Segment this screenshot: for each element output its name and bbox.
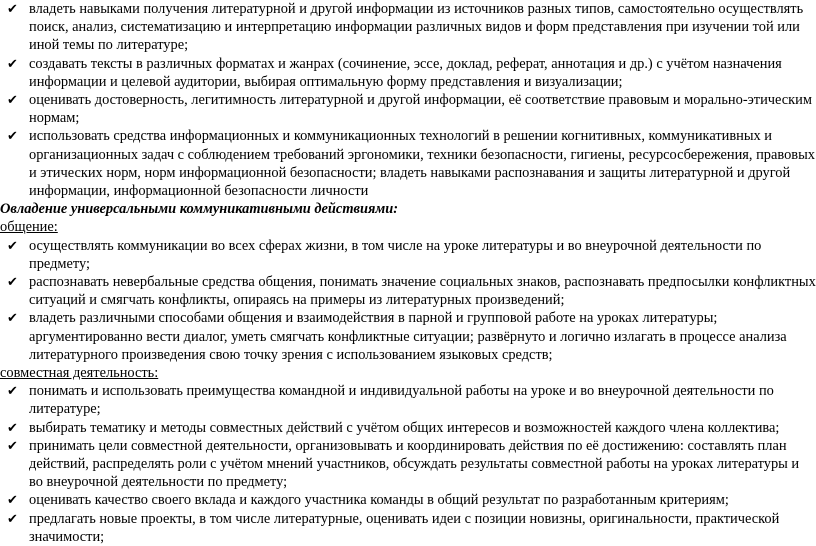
- checkmark-icon: ✔: [7, 419, 18, 435]
- communication-list: [0, 237, 816, 364]
- checkmark-icon: ✔: [7, 128, 18, 144]
- list-item: ✔ оценивать достоверность, легитимность литературной и другой информации, её соответствие правовым и морально-этическим нормам;: [7, 92, 812, 127]
- checkmark-icon: ✔: [7, 274, 18, 290]
- list-item: ✔ использовать средства информационных и коммуникационных технологий в решении когнитивных, коммуникативных и организационных задач с соблюдением требований эргономики, техники безопасности, гигиены, ресурсосбережения, правовых и этических норм, норм информационной безопасности; владеть навыками распознавания и защиты литературной и другой информации, информационной безопасности личности: [7, 128, 815, 200]
- checkmark-icon: ✔: [7, 492, 18, 508]
- checkmark-icon: ✔: [7, 237, 18, 253]
- checkmark-icon: ✔: [7, 310, 18, 326]
- list-item: ✔ принимать цели совместной деятельности, организовывать и координировать действия по её достижению: составлять план действий, распределять роли с учётом мнений участников, обсуждать результаты совместной работы на уроках литературы и во внеурочной деятельности по предмету;: [7, 437, 800, 491]
- checkmark-icon: ✔: [7, 1, 18, 16]
- checkmark-icon: ✔: [7, 92, 18, 108]
- list-item: ✔ создавать тексты в различных форматах и жанрах (сочинение, эссе, доклад, реферат, аннотация и др.) с учётом назначения информации и целевой аудитории, выбирая оптимальную форму представления и визуализации;: [7, 55, 782, 90]
- checkmark-icon: ✔: [7, 383, 18, 399]
- info-skills-list: [0, 0, 816, 200]
- list-item: ✔ понимать и использовать преимущества командной и индивидуальной работы на уроке и во внеурочной деятельности по литературе;: [7, 383, 774, 418]
- subsection-joint-activity: совместная деятельность:: [0, 365, 159, 382]
- list-item: ✔ выбирать тематику и методы совместных действий с учётом общих интересов и возможностей каждого члена коллектива;: [7, 419, 780, 436]
- checkmark-icon: ✔: [7, 437, 18, 453]
- list-item: ✔ владеть навыками получения литературной и другой информации из источников разных типов, самостоятельно осуществлять поиск, анализ, систематизацию и интерпретацию информации различных видов и форм представления при изучении той или иной темы по литературе;: [7, 1, 804, 54]
- list-item: ✔ осуществлять коммуникации во всех сферах жизни, в том числе на уроке литературы и во внеурочной деятельности по предмету;: [7, 237, 762, 272]
- section-heading: Овладение универсальными коммуникативными действиями:: [0, 201, 399, 218]
- joint-activity-list: [0, 382, 816, 546]
- list-item: ✔ оценивать качество своего вклада и каждого участника команды в общий результат по разработанным критериям;: [7, 492, 729, 509]
- list-item: ✔ владеть различными способами общения и взаимодействия в парной и групповой работе на уроках литературы; аргументированно вести диалог, уметь смягчать конфликтные ситуации; развёрнуто и логично излагать в процессе анализа литературного произведения свою точку зрения с использованием языковых средств;: [7, 310, 787, 363]
- subsection-communication: общение:: [0, 219, 58, 236]
- checkmark-icon: ✔: [7, 55, 18, 71]
- checkmark-icon: ✔: [7, 510, 18, 526]
- list-item: ✔ предлагать новые проекты, в том числе литературные, оценивать идеи с позиции новизны, оригинальности, практической значимости;: [7, 510, 780, 545]
- list-item: ✔ распознавать невербальные средства общения, понимать значение социальных знаков, распознавать предпосылки конфликтных ситуаций и смягчать конфликты, опираясь на примеры из литературных произведений;: [7, 274, 816, 309]
